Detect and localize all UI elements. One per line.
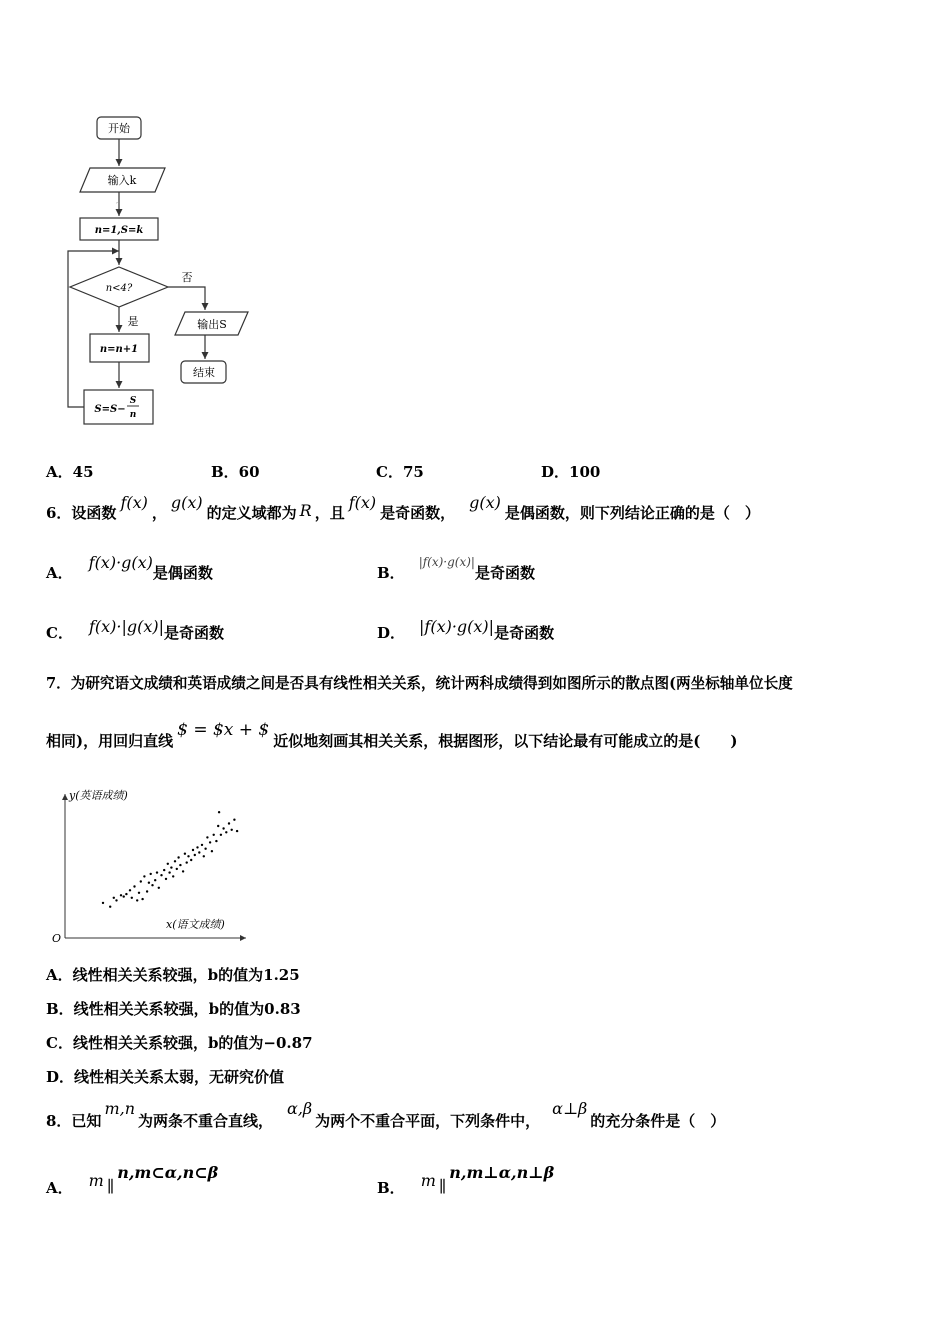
q6-text-2: ，且: [314, 503, 345, 522]
scatter-point: [133, 885, 135, 887]
scatter-point: [184, 853, 186, 855]
flowchart-condition-label: n<4?: [105, 283, 133, 294]
scatter-point: [187, 855, 189, 857]
q8-option-a-parallel: ∥: [106, 1177, 115, 1196]
q7-line-1: 7．为研究语文成绩和英语成绩之间是否具有线性相关关系，统计两科成绩得到如图所示的散点图(两坐标轴单位长度: [46, 675, 793, 692]
scatter-point: [222, 827, 224, 829]
q6-option-d-label: D．: [377, 623, 406, 642]
scatter-point: [211, 850, 213, 852]
q6-fx-2: f(x): [348, 492, 377, 512]
flowchart-update-prefix: S=S−: [94, 404, 126, 415]
scatter-point: [143, 875, 145, 877]
scatter-point: [151, 884, 153, 886]
q6-option-b-text: 是奇函数: [474, 563, 535, 582]
q8-option-b-condition: n,m⊥α,n⊥β: [449, 1163, 555, 1182]
q6-option-d-text: 是奇函数: [494, 623, 555, 642]
scatter-point: [160, 874, 162, 876]
scatter-point: [156, 871, 158, 873]
scatter-point: [220, 834, 222, 836]
scatter-point: [218, 811, 220, 813]
scatter-point: [109, 906, 111, 908]
q8-lines-mn: m,n: [104, 1098, 135, 1118]
q8-question: [46, 1100, 725, 1140]
q5-option-a[interactable]: A．45: [46, 463, 94, 481]
scatter-point: [176, 868, 178, 870]
q8-text-1: 为两条不重合直线，: [138, 1111, 274, 1130]
flowchart-start-label: 开始: [108, 122, 130, 135]
q5-option-c[interactable]: C．75: [376, 463, 424, 481]
q8-number: 8．已知: [46, 1111, 102, 1130]
scatter-point: [217, 825, 219, 827]
q6-fx: f(x): [120, 492, 148, 512]
scatter-point: [150, 873, 152, 875]
scatter-point: [231, 829, 233, 831]
q6-option-c-label: C．: [46, 623, 73, 642]
scatter-plot: [44, 782, 254, 947]
q6-text-1: 的定义域都为: [206, 503, 297, 522]
flowchart-increment-label: n=n+1: [99, 344, 139, 355]
flowchart: [60, 110, 260, 435]
q7-option-b[interactable]: B．线性相关关系较强，b的值为0.83: [46, 1000, 301, 1018]
q7-text-a: 相同)，用回归直线: [46, 731, 174, 750]
scatter-point: [146, 890, 148, 892]
q6-option-c[interactable]: [46, 612, 224, 652]
q7-line-2: [46, 720, 737, 760]
scatter-point: [165, 878, 167, 880]
scatter-point: [215, 840, 217, 842]
q6-option-b[interactable]: [377, 552, 535, 592]
scatter-point: [196, 846, 198, 848]
q6-number: 6．设函数: [46, 503, 117, 522]
scatter-point: [120, 894, 122, 896]
scatter-point: [204, 848, 206, 850]
scatter-point: [172, 875, 174, 877]
scatter-point: [129, 889, 131, 891]
scatter-point: [115, 899, 117, 901]
q6-option-c-text: 是奇函数: [164, 623, 225, 642]
q8-option-a-condition: n,m⊂α,n⊂β: [117, 1163, 219, 1182]
scatter-point: [198, 851, 200, 853]
q5-option-b[interactable]: B．60: [211, 463, 260, 481]
q7-text-b: 近似地刻画其相关关系，根据图形，以下结论最有可能成立的是( ): [273, 731, 738, 750]
scatter-point: [206, 836, 208, 838]
flowchart-faint-mark: ′: [116, 201, 118, 210]
q7-option-a[interactable]: A．线性相关关系较强，b的值为1.25: [46, 966, 300, 984]
scatter-point: [113, 897, 115, 899]
y-axis-label: y(英语成绩): [69, 789, 128, 802]
q8-option-a-m: m: [88, 1171, 104, 1190]
scatter-point: [123, 895, 125, 897]
flowchart-output-label: 输出S: [197, 318, 227, 331]
q8-option-b[interactable]: [377, 1158, 554, 1198]
scatter-point: [170, 866, 172, 868]
scatter-point: [102, 902, 104, 904]
q8-option-b-label: B．: [377, 1179, 405, 1197]
q6-option-c-math: f(x)·|g(x)|: [88, 616, 164, 636]
q6-comma: ，: [151, 503, 167, 522]
q6-gx: g(x): [170, 492, 203, 512]
scatter-point: [236, 830, 238, 832]
scatter-point: [125, 893, 127, 895]
flowchart-no-label: 否: [181, 271, 193, 284]
q6-option-a-text: 是偶函数: [152, 563, 213, 582]
scatter-point: [186, 861, 188, 863]
q8-planes-ab: α,β: [287, 1098, 313, 1118]
q6-option-b-label: B．: [377, 563, 405, 582]
scatter-point: [190, 859, 192, 861]
q6-option-a-math: f(x)·g(x): [88, 552, 153, 572]
q6-option-a[interactable]: [46, 552, 213, 592]
flowchart-input-label: 输入k: [107, 174, 137, 187]
x-axis-label: x(语文成绩): [166, 918, 225, 931]
scatter-point: [158, 887, 160, 889]
q8-text-2: 为两个不重合平面，下列条件中，: [315, 1111, 541, 1130]
q5-option-d[interactable]: D．100: [541, 463, 601, 481]
q8-option-b-parallel: ∥: [438, 1177, 447, 1196]
scatter-point: [138, 892, 140, 894]
q8-option-b-m: m: [420, 1171, 436, 1190]
scatter-point: [148, 882, 150, 884]
scatter-point: [203, 855, 205, 857]
scatter-point: [209, 841, 211, 843]
flowchart-end-label: 结束: [193, 366, 215, 379]
scatter-point: [225, 831, 227, 833]
scatter-point: [136, 899, 138, 901]
q7-option-c[interactable]: C．线性相关关系较强，b的值为−0.87: [46, 1034, 313, 1052]
scatter-point: [201, 844, 203, 846]
scatter-point: [192, 849, 194, 851]
scatter-point: [167, 863, 169, 865]
q8-option-a-label: A．: [46, 1179, 73, 1197]
q6-option-a-label: A．: [46, 563, 73, 582]
scatter-point: [182, 870, 184, 872]
scatter-point: [233, 819, 235, 821]
scatter-point: [141, 898, 143, 900]
scatter-point: [194, 854, 196, 856]
origin-label: O: [52, 932, 62, 945]
q6-option-d[interactable]: [377, 612, 554, 652]
q6-question: [46, 492, 760, 532]
q6-text-4: 是偶函数，则下列结论正确的是（ ）: [504, 503, 760, 522]
flowchart-yes-label: 是: [127, 315, 139, 328]
q7-regression-eq: $ = $x + $: [177, 720, 270, 740]
flowchart-update-den: n: [129, 410, 137, 420]
q8-option-a[interactable]: [46, 1158, 218, 1198]
flowchart-init-label: n=1,S=k: [94, 225, 144, 236]
q6-text-3: 是奇函数，: [380, 503, 456, 522]
scatter-point: [174, 860, 176, 862]
scatter-point: [154, 879, 156, 881]
scatter-point: [131, 897, 133, 899]
q8-perp: α⊥β: [552, 1098, 588, 1118]
scatter-point: [168, 871, 170, 873]
q8-text-3: 的充分条件是（ ）: [590, 1111, 726, 1130]
q6-option-d-math: |f(x)·g(x)|: [419, 616, 495, 636]
q6-option-b-math: |f(x)·g(x)|: [418, 555, 475, 569]
scatter-point: [213, 834, 215, 836]
scatter-point: [177, 856, 179, 858]
scatter-point: [163, 869, 165, 871]
q6-domain-r: R: [299, 500, 312, 520]
scatter-point: [228, 822, 230, 824]
flowchart-update-num: S: [129, 396, 137, 406]
scatter-point: [179, 864, 181, 866]
q6-gx-2: g(x): [469, 492, 501, 512]
scatter-point: [140, 880, 142, 882]
q7-option-d[interactable]: D．线性相关关系太弱，无研究价值: [46, 1068, 285, 1086]
